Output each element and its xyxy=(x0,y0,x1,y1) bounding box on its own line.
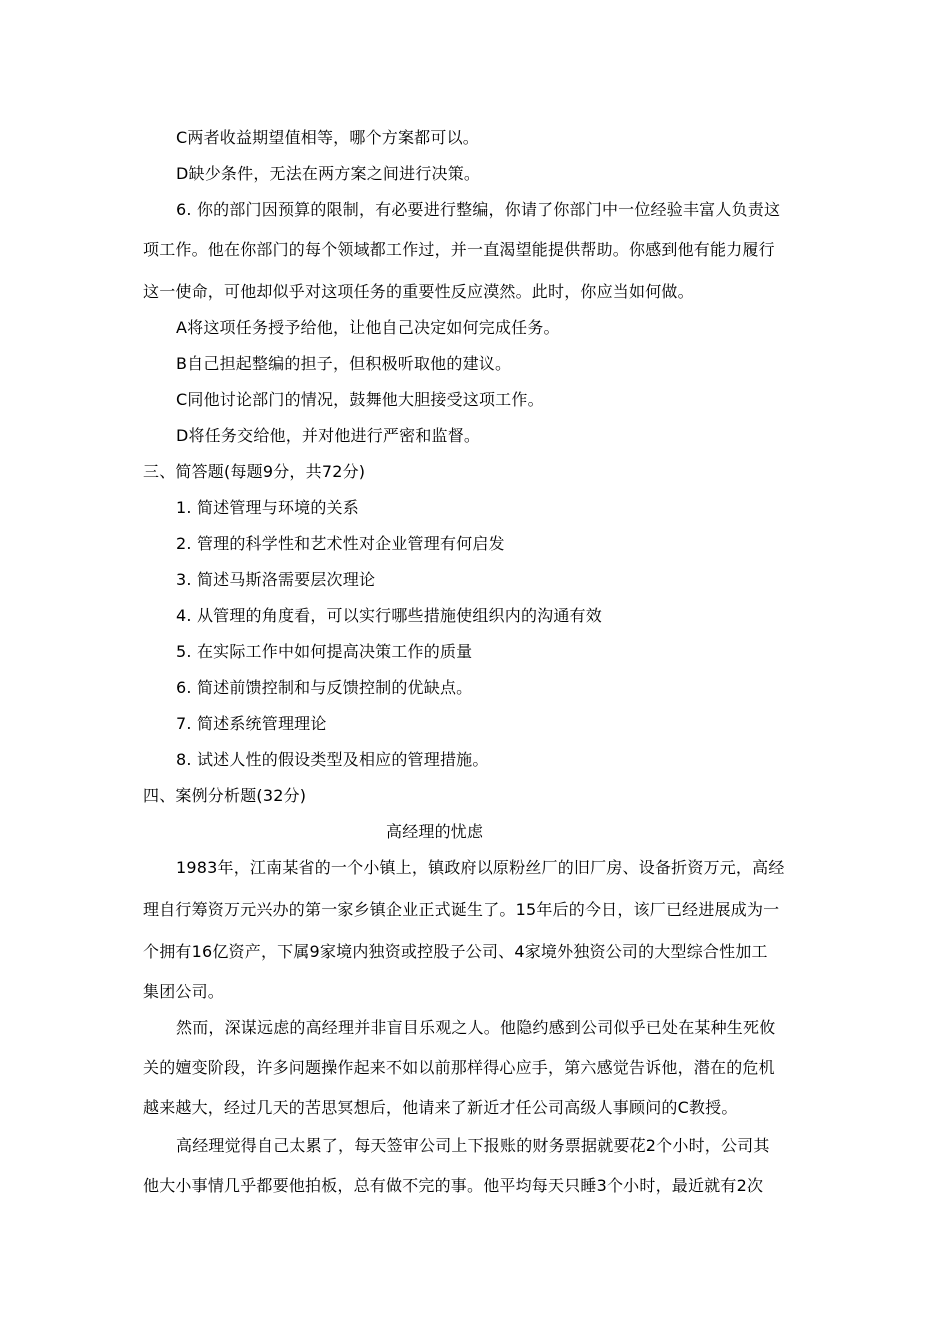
option-c-q5: C两者收益期望值相等，哪个方案都可以。 xyxy=(176,128,479,147)
question-6-line-3: 这一使命，可他却似乎对这项任务的重要性反应漠然。此时，你应当如何做。 xyxy=(143,282,694,301)
case-paragraph-3-line-1: 高经理觉得自己太累了，每天签审公司上下报账的财务票据就要花2个小时，公司其 xyxy=(176,1136,770,1155)
option-d-q5: D缺少条件，无法在两方案之间进行决策。 xyxy=(176,164,481,183)
short-answer-item: 1. 简述管理与环境的关系 xyxy=(176,498,359,517)
short-answer-item: 8. 试述人性的假设类型及相应的管理措施。 xyxy=(176,750,489,769)
option-b-q6: B自己担起整编的担子，但积极听取他的建议。 xyxy=(176,354,512,373)
question-6-line-1: 6. 你的部门因预算的限制，有必要进行整编，你请了你部门中一位经验丰富人负责这 xyxy=(176,200,781,219)
case-paragraph-3-line-2: 他大小事情几乎都要他拍板，总有做不完的事。他平均每天只睡3个小时，最近就有2次 xyxy=(143,1176,764,1195)
case-paragraph-2-line-2: 关的嬗变阶段，许多问题操作起来不如以前那样得心应手，第六感觉告诉他，潜在的危机 xyxy=(143,1058,775,1077)
case-title: 高经理的忧虑 xyxy=(386,822,484,841)
short-answer-item: 6. 简述前馈控制和与反馈控制的优缺点。 xyxy=(176,678,473,697)
option-a-q6: A将这项任务授予给他，让他自己决定如何完成任务。 xyxy=(176,318,560,337)
option-d-q6: D将任务交给他，并对他进行严密和监督。 xyxy=(176,426,481,445)
short-answer-item: 2. 管理的科学性和艺术性对企业管理有何启发 xyxy=(176,534,505,553)
case-paragraph-1-line-3: 个拥有16亿资产，下属9家境内独资或控股子公司、4家境外独资公司的大型综合性加工 xyxy=(143,942,768,961)
short-answer-item: 5. 在实际工作中如何提高决策工作的质量 xyxy=(176,642,473,661)
question-6-line-2: 项工作。他在你部门的每个领域都工作过，并一直渴望能提供帮助。你感到他有能力履行 xyxy=(143,240,775,259)
option-c-q6: C同他讨论部门的情况，鼓舞他大胆接受这项工作。 xyxy=(176,390,544,409)
short-answer-item: 3. 简述马斯洛需要层次理论 xyxy=(176,570,376,589)
case-paragraph-1-line-2: 理自行筹资万元兴办的第一家乡镇企业正式诞生了。15年后的今日，该厂已经进展成为一 xyxy=(143,900,780,919)
short-answer-item: 7. 简述系统管理理论 xyxy=(176,714,327,733)
case-paragraph-2-line-1: 然而，深谋远虑的高经理并非盲目乐观之人。他隐约感到公司似乎已处在某种生死攸 xyxy=(176,1018,776,1037)
case-paragraph-1-line-1: 1983年，江南某省的一个小镇上，镇政府以原粉丝厂的旧厂房、设备折资万元，高经 xyxy=(176,858,785,877)
short-answer-item: 4. 从管理的角度看，可以实行哪些措施使组织内的沟通有效 xyxy=(176,606,602,625)
section-heading-short-answer: 三、简答题(每题9分，共72分) xyxy=(143,462,366,481)
case-paragraph-2-line-3: 越来越大，经过几天的苦思冥想后，他请来了新近才任公司高级人事顾问的C教授。 xyxy=(143,1098,738,1117)
section-heading-case-analysis: 四、案例分析题(32分) xyxy=(143,786,307,805)
case-paragraph-1-line-4: 集团公司。 xyxy=(143,982,225,1001)
